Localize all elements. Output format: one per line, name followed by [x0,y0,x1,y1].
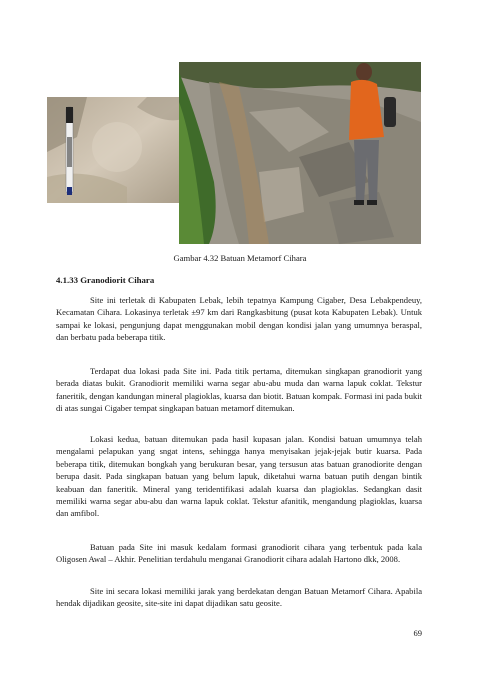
rock-closeup-image [47,97,188,203]
paragraph-2: Terdapat dua lokasi pada Site ini. Pada titik pertama, ditemukan singkapan granodiorit yang berada diatas bukit. Granodiorit memiliki warna segar abu-abu muda dan warna lapuk coklat. Tekstur faneritik, dengan kandungan mineral plagioklas, kuarsa dan biotit. Batuan kompak. Formasi ini pada bukit di atas sungai Cigaber tempat singkapan batuan metamorf ditemukan. [56,366,422,414]
outcrop-photo [179,62,421,244]
paragraph-4: Batuan pada Site ini masuk kedalam formasi granodiorit cihara yang terbentuk pada kala Oligosen Awal – Akhir. Penelitian terdahulu menganai Granodiorit cihara adalah Hartono dkk, 2008. [56,542,422,565]
page-number: 69 [413,628,422,638]
marker-pen [66,107,73,195]
figure-caption: Gambar 4.32 Batuan Metamorf Cihara [173,253,307,263]
section-heading: 4.1.33 Granodiorit Cihara [56,275,155,285]
paragraph-1: Site ini terletak di Kabupaten Lebak, lebih tepatnya Kampung Cigaber, Desa Lebakpendeuy, Kecamatan Cihara. Lokasinya terletak ±97 km dari Rangkasbitung (pusat kota Kabupaten Lebak). Untuk sampai ke lokasi, pengunjung dapat menggunakan mobil dengan kondisi jalan yang umumnya beraspal, dan berbatu pada beberapa titik. [56,295,422,343]
rock-closeup-photo [47,97,188,203]
outcrop-image [179,62,421,244]
paragraph-3: Lokasi kedua, batuan ditemukan pada hasil kupasan jalan. Kondisi batuan umumnya telah mengalami pelapukan yang sngat intens, sehingga hanya menyisakan jejak-jejak butir kuarsa. Pada beberapa titik, ditemukan bongkah yang berukuran besar, yang tersusun atas batuan granodiorite dengan berupa dasit. Pada singkapan batuan yang belum lapuk, diketahui warna batuan putih dengan bintik keabuan dan faneritik. Mineral yang teridentifikasi adalah kuarsa dan plagioklas. Sedangkan dasit memiliki warna segar abu-abu dan warna lapuk coklat. Tekstur afanitik, mengandung plagioklas, kuarsa dan amfibol. [56,434,422,519]
paragraph-5: Site ini secara lokasi memiliki jarak yang berdekatan dengan Batuan Metamorf Cihara. Apabila hendak dijadikan geosite, site-site ini dapat dijadikan satu geosite. [56,586,422,609]
